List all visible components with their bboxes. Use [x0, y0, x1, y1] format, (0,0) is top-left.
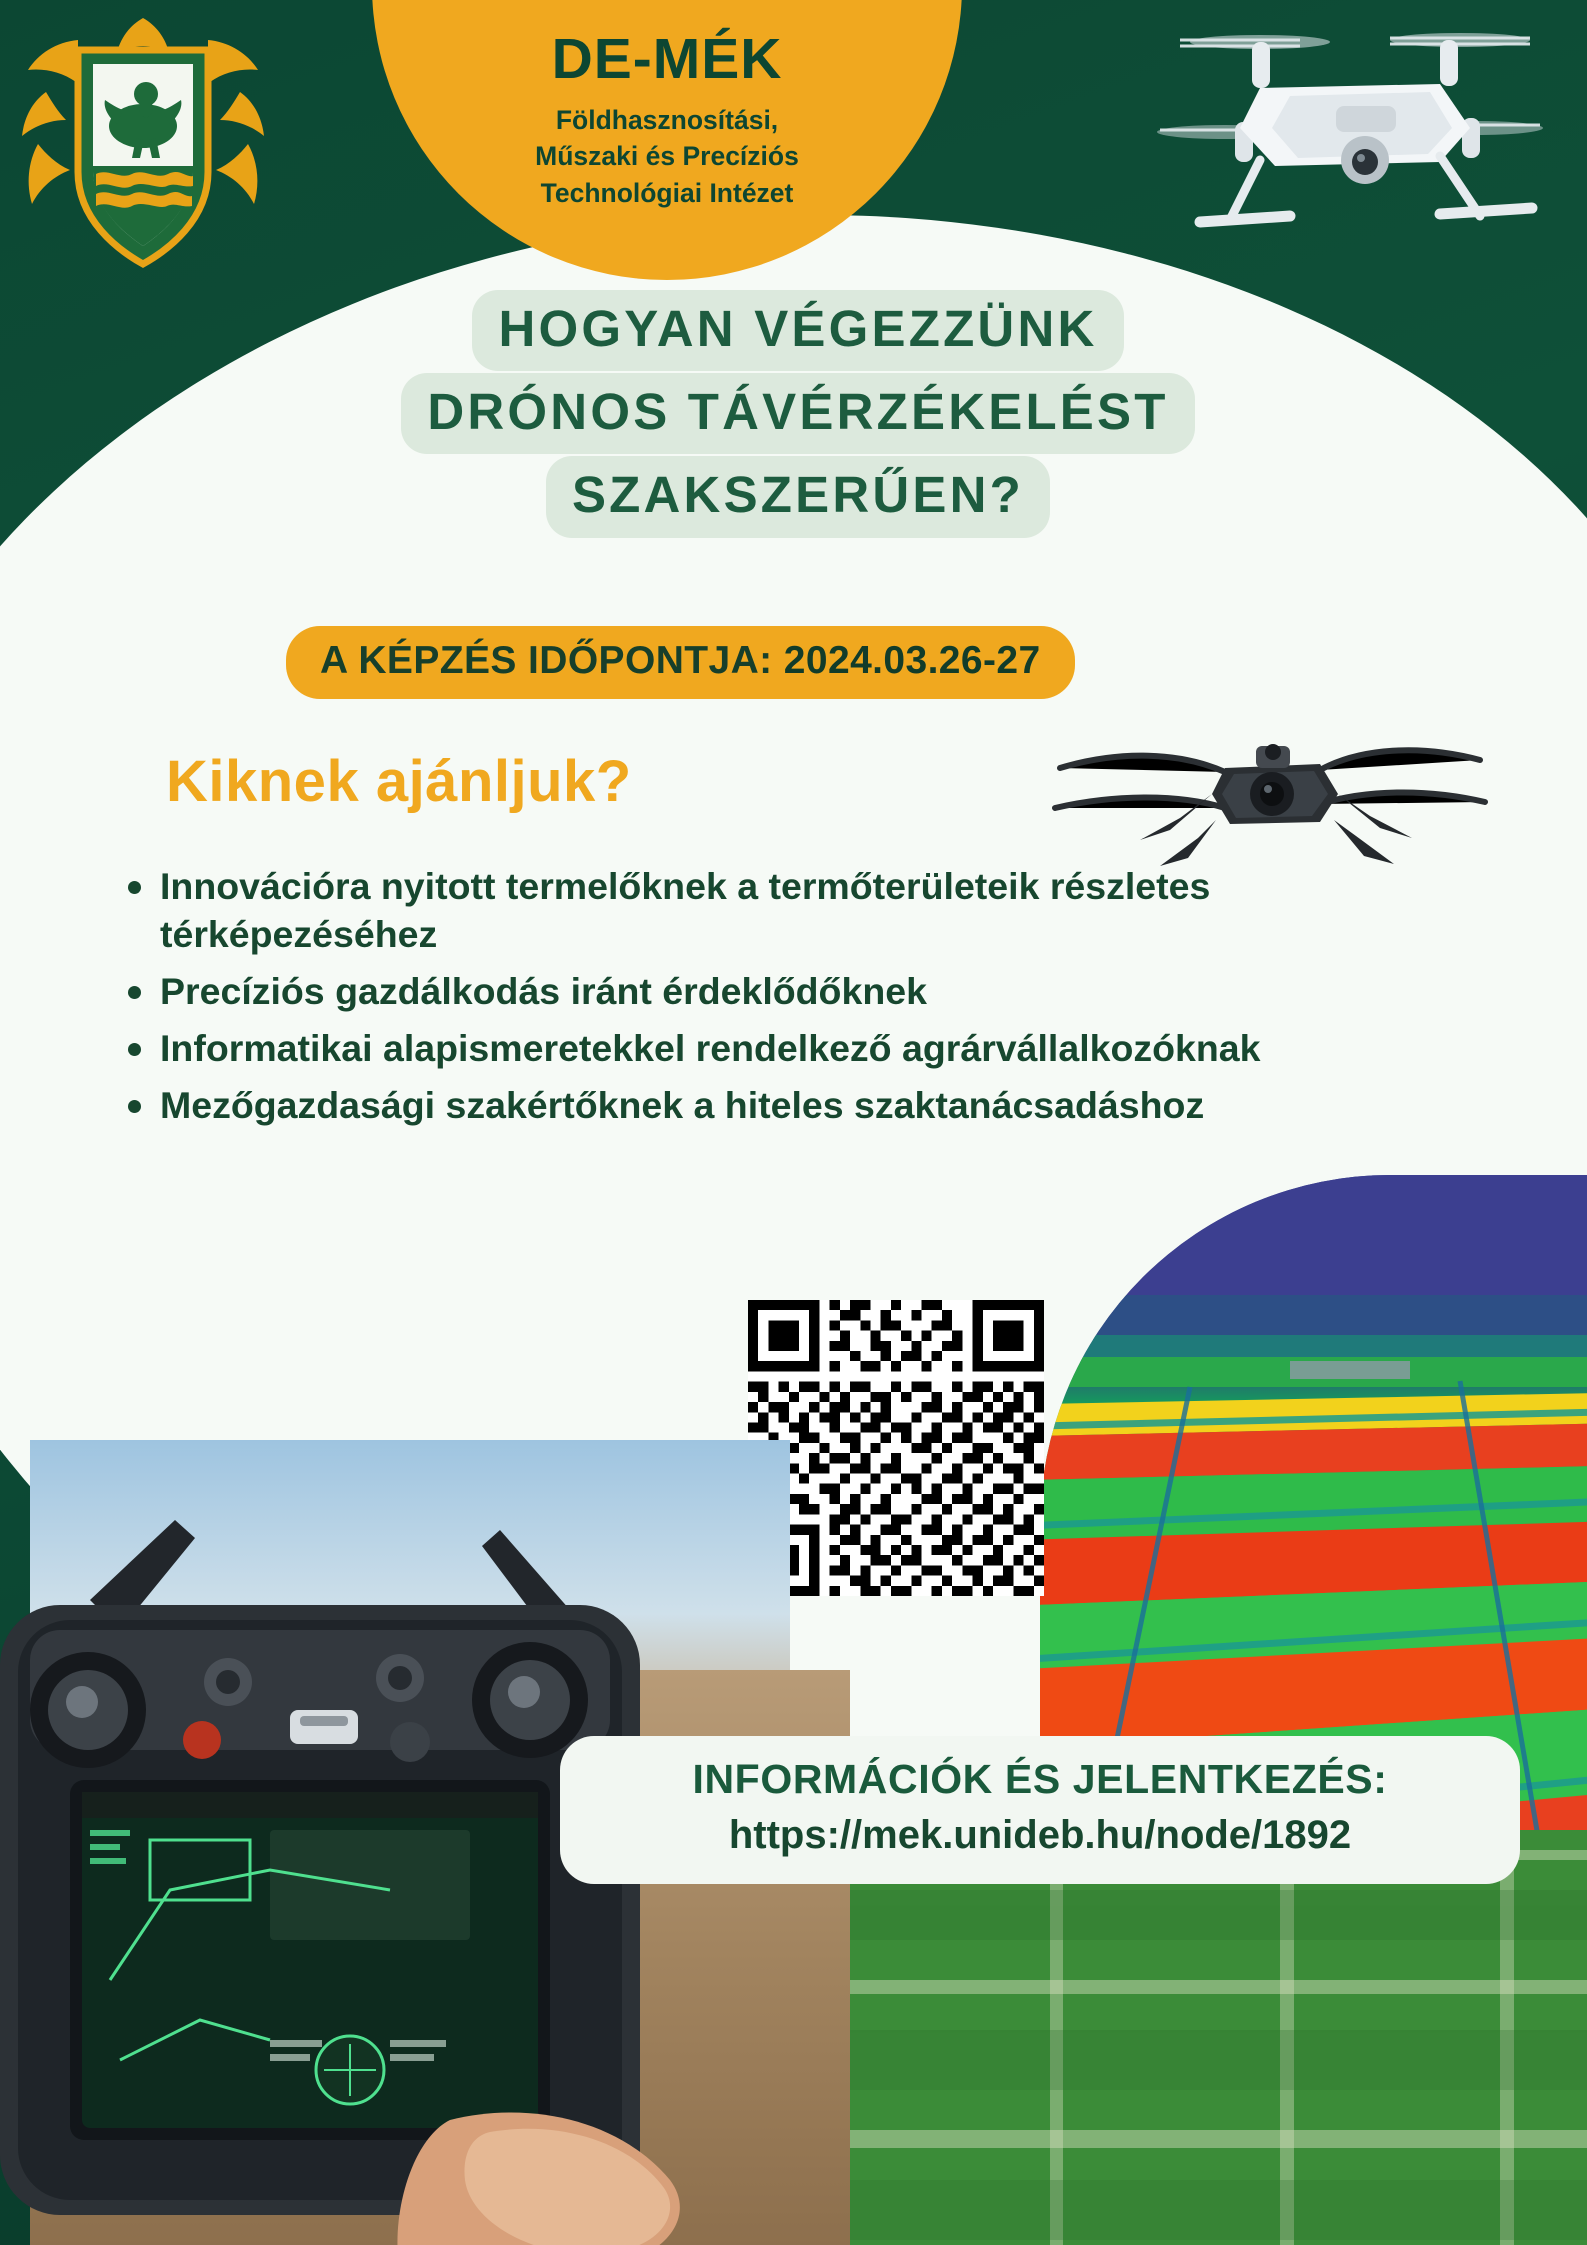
headline-line-3: SZAKSZERŰEN? [546, 456, 1050, 537]
drone-top-image [1140, 10, 1560, 250]
list-item: Mezőgazdasági szakértőknek a hiteles szaktanácsadáshoz [112, 1081, 1292, 1129]
headline-line-2: DRÓNOS TÁVÉRZÉKELÉST [401, 373, 1194, 454]
institute-name-line3: Technológiai Intézet [540, 177, 794, 208]
institute-acronym: DE-MÉK [551, 27, 783, 91]
info-title: INFORMÁCIÓK ÉS JELENTKEZÉS: [692, 1756, 1388, 1802]
date-banner-value: 2024.03.26-27 [783, 639, 1041, 682]
list-item: Precíziós gazdálkodás iránt érdeklődőknek [112, 967, 1292, 1015]
date-banner-label: A KÉPZÉS IDŐPONTJA: [320, 639, 773, 682]
list-item: Innovációra nyitott termelőknek a termőterületeik részletes térképezéséhez [112, 862, 1292, 958]
date-banner [286, 626, 1075, 699]
audience-list [112, 862, 1292, 1138]
coat-of-arms-icon [18, 14, 268, 272]
info-box [560, 1736, 1520, 1884]
headline [248, 290, 1348, 540]
info-url[interactable]: https://mek.unideb.hu/node/1892 [728, 1813, 1352, 1857]
headline-line-1: HOGYAN VÉGEZZÜNK [472, 290, 1123, 371]
institute-name-line2: Műszaki és Precíziós [535, 141, 799, 172]
list-item: Informatikai alapismeretekkel rendelkező agrárvállalkozóknak [112, 1024, 1292, 1072]
audience-heading: Kiknek ajánljuk? [166, 749, 632, 814]
institute-name-line1: Földhasznosítási, [555, 104, 779, 135]
institute-block [372, 27, 962, 212]
drone-mid-image [1020, 690, 1520, 890]
